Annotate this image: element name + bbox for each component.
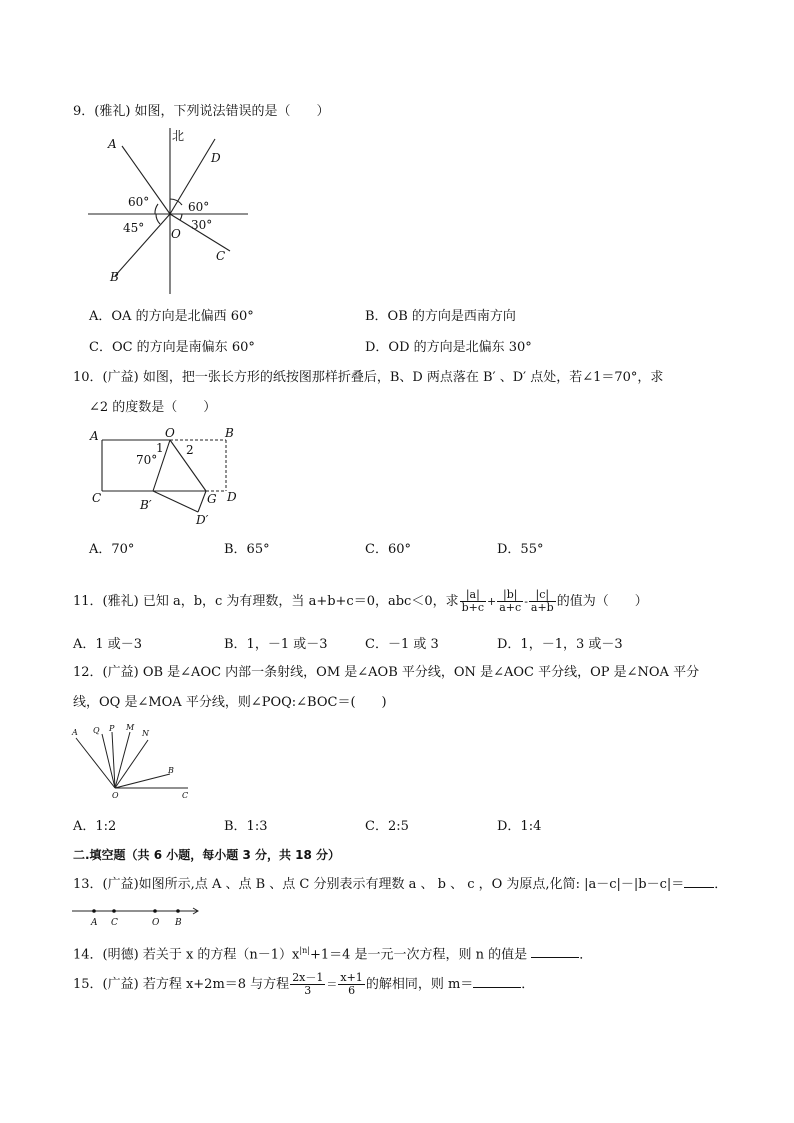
label-a: A	[91, 918, 98, 928]
label-a: A	[108, 137, 117, 151]
q11-plus: +	[487, 595, 497, 608]
q11-option-c: C．－1 或 3	[365, 637, 439, 652]
q10-fold-figure	[88, 424, 248, 530]
q10-option-c: C．60°	[365, 542, 411, 557]
label-b: B	[175, 918, 182, 928]
q14-exponent: |n|	[299, 946, 310, 955]
label-o: O	[152, 918, 160, 928]
label-angle-1: 1	[156, 441, 164, 455]
label-n: N	[142, 729, 149, 738]
q15-stem	[73, 970, 534, 1000]
point-o	[153, 909, 157, 913]
point-a	[92, 909, 96, 913]
q15-equals: ＝	[326, 978, 338, 991]
label-d-prime: D′	[196, 513, 209, 527]
q13-stem-text: 13．(广益)如图所示,点 A 、点 B 、点 C 分别表示有理数 a 、 b 、 c ，O 为原点,化简: |a－c|－|b－c|＝	[73, 877, 685, 892]
label-a: A	[72, 728, 78, 737]
q11-stem	[73, 587, 648, 617]
label-angle-2: 2	[186, 443, 194, 457]
label-north: 北	[172, 129, 185, 143]
q13-answer-blank[interactable]	[684, 875, 714, 888]
section-fill-in-heading: 二.填空题（共 6 小题，每小题 3 分，共 18 分）	[73, 848, 341, 862]
label-a: A	[90, 429, 99, 443]
q15-end: ．	[521, 977, 535, 992]
q9-option-d: D．OD 的方向是北偏东 30°	[365, 340, 532, 355]
arc-45	[156, 214, 160, 224]
edge-dpg	[198, 491, 206, 512]
label-c: C	[182, 791, 189, 800]
q11-frac-3: $\frac{|c|}{a+b}$	[530, 588, 554, 614]
q10-option-d: D．55°	[497, 542, 544, 557]
label-o: O	[112, 791, 119, 800]
q11-option-d: D．1，－1，3 或－3	[497, 637, 623, 652]
q15-answer-blank[interactable]	[473, 975, 521, 988]
q12-option-c: C．2:5	[365, 819, 409, 834]
arc-30	[180, 214, 182, 220]
q9-stem: 9．(雅礼) 如图，下列说法错误的是（ ）	[73, 104, 330, 119]
ray-op	[112, 732, 115, 788]
label-q: Q	[93, 726, 100, 735]
q13-number-line	[70, 903, 205, 931]
q11-option-a: A．1 或－3	[73, 637, 143, 652]
q10-option-a: A．70°	[89, 542, 135, 557]
label-45: 45°	[123, 221, 145, 235]
q15-frac-1: $\frac{2x-1}{3}$	[292, 971, 324, 997]
point-c	[112, 909, 116, 913]
q15-stem-pre: 15．(广益) 若方程 x+2m＝8 与方程	[73, 977, 290, 992]
q11-minus: -	[524, 595, 528, 608]
q11-frac-1: $\frac{|a|}{b+c}$	[461, 588, 485, 614]
q9-option-b: B．OB 的方向是西南方向	[365, 309, 516, 324]
q12-stem-line2: 线，OQ 是∠MOA 平分线，则∠POQ:∠BOC＝( )	[73, 695, 387, 710]
label-c: C	[111, 918, 118, 928]
label-c: C	[216, 249, 226, 263]
label-g: G	[207, 492, 217, 506]
label-b-prime: B′	[140, 498, 152, 512]
label-o: O	[171, 227, 181, 241]
q9-option-c: C．OC 的方向是南偏东 60°	[89, 340, 255, 355]
ray-om	[115, 732, 130, 788]
q9-compass-figure	[88, 126, 253, 296]
q14-end: ．	[579, 947, 593, 963]
q12-option-a: A．1:2	[73, 819, 117, 834]
label-p: P	[109, 724, 115, 733]
q15-frac-2: $\frac{x+1}{6}$	[340, 971, 363, 997]
q10-stem-line1: 10．(广益) 如图，把一张长方形的纸按图那样折叠后，B、D 两点落在 B′ 、D′ 点处，若∠1＝70°，求	[73, 370, 664, 385]
arc-60-left	[155, 204, 158, 214]
q14-stem-pre: 14．(明德) 若关于 x 的方程（n－1）x	[73, 947, 300, 963]
label-c: C	[92, 491, 102, 505]
q15-stem-post: 的解相同，则 m＝	[365, 977, 474, 992]
label-b: B	[225, 426, 234, 440]
q14-stem	[73, 942, 592, 964]
q13-stem	[73, 875, 727, 894]
q12-rays-figure	[70, 722, 195, 802]
q11-stem-post: 的值为（ ）	[556, 594, 648, 609]
label-o: O	[165, 426, 175, 440]
label-b: B	[168, 766, 174, 775]
q14-answer-blank[interactable]	[531, 945, 579, 958]
point-b	[176, 909, 180, 913]
edge-bpdp	[153, 491, 198, 512]
label-70: 70°	[136, 453, 158, 467]
q11-option-b: B．1，－1 或－3	[224, 637, 328, 652]
label-60-left: 60°	[128, 195, 150, 209]
label-60-right: 60°	[188, 200, 210, 214]
q10-option-b: B．65°	[224, 542, 270, 557]
label-d: D	[227, 490, 237, 504]
q13-end: ．	[714, 877, 728, 892]
label-d: D	[211, 151, 221, 165]
label-b: B	[110, 270, 119, 284]
q14-stem-post: +1＝4 是一元一次方程，则 n 的值是	[309, 947, 532, 963]
label-30: 30°	[191, 218, 213, 232]
q12-option-b: B．1:3	[224, 819, 268, 834]
q11-frac-2: $\frac{|b|}{a+c}$	[499, 588, 522, 614]
q12-option-d: D．1:4	[497, 819, 542, 834]
q11-stem-pre: 11．(雅礼) 已知 a，b，c 为有理数，当 a+b+c＝0，abc＜0，求	[73, 594, 459, 609]
q12-stem-line1: 12．(广益) OB 是∠AOC 内部一条射线，OM 是∠AOB 平分线，ON 是∠AOC 平分线，OP 是∠NOA 平分	[73, 665, 700, 680]
q10-stem-line2: ∠2 的度数是（ ）	[89, 400, 217, 415]
q9-option-a: A．OA 的方向是北偏西 60°	[89, 309, 254, 324]
label-m: M	[126, 723, 135, 732]
